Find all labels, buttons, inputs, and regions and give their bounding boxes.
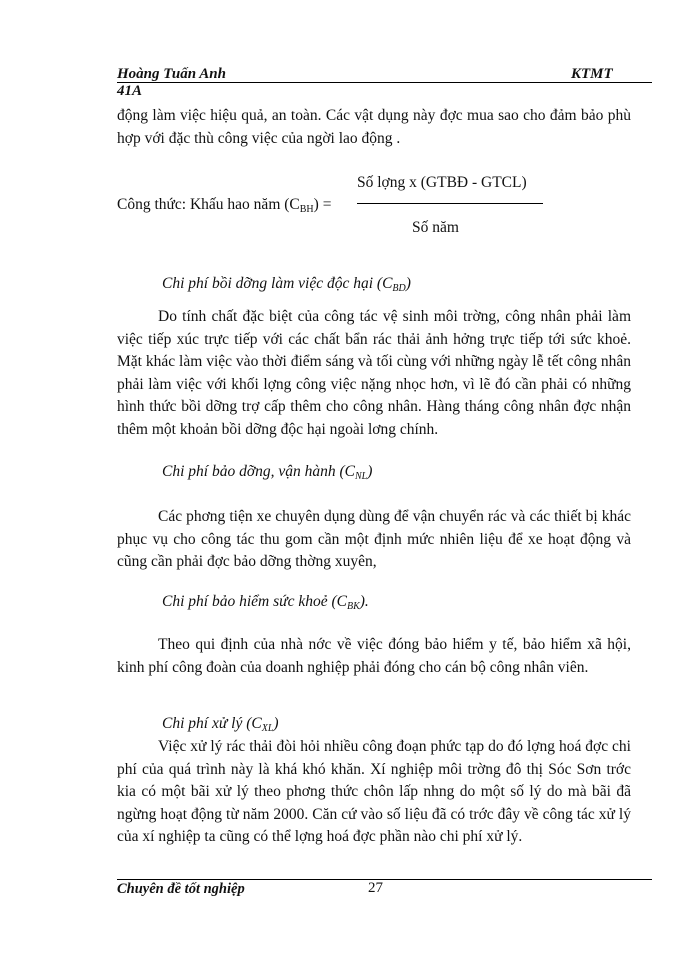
header-rule — [117, 82, 652, 83]
header-author: Hoàng Tuấn Anh — [117, 66, 226, 82]
subheading-bao-hiem-text: Chi phí bảo hiểm sức khoẻ (C — [162, 593, 347, 610]
formula-fraction-line — [357, 203, 543, 204]
header-code: KTMT — [571, 66, 613, 82]
subheading-boi-duong-text: Chi phí bồi dỡng làm việc độc hại (C — [162, 275, 393, 292]
footer-rule — [117, 879, 652, 880]
formula-label — [117, 196, 331, 215]
subheading-bao-duong-end: ) — [367, 463, 373, 480]
subheading-bao-hiem-sub: BK — [346, 601, 360, 612]
subheading-boi-duong — [162, 274, 411, 299]
footer-page-number: 27 — [368, 880, 383, 896]
formula-label-sub: BH — [299, 204, 314, 215]
paragraph-xu-ly: Việc xử lý rác thải đòi hỏi nhiều công đoạn phức tạp do đó lợng hoá đợc chi phí của quá trình này là khá khó khăn. Xí nghiệp môi trờng đô thị Sóc Sơn trớc kia có một bãi xử lý theo phơng thức chôn lấp nhng do một số lý do mà bãi đã ngừng hoạt động từ năm 2000. Căn cứ vào số liệu đã có trớc đây về công tác xử lý của xí nghiệp ta cũng có thể lợng hoá đợc phần nào chi phí xử lý. — [117, 738, 631, 845]
subheading-bao-hiem-end: ). — [359, 593, 369, 610]
formula-label-end: ) = — [313, 196, 332, 213]
subheading-boi-duong-sub: BD — [392, 283, 406, 294]
header-class: 41A — [117, 83, 143, 99]
subheading-bao-hiem — [162, 592, 369, 617]
subheading-boi-duong-end: ) — [405, 275, 411, 292]
subheading-xu-ly-end: ) — [273, 715, 279, 732]
subheading-bao-duong — [162, 462, 372, 487]
footer-title: Chuyên đề tốt nghiệp — [117, 881, 245, 897]
formula-label-text: Công thức: Khấu hao năm (C — [117, 196, 300, 213]
subheading-xu-ly-sub: XL — [261, 723, 274, 734]
paragraph-van-hanh: Các phơng tiện xe chuyên dụng dùng để vận chuyển rác và các thiết bị khác phục vụ cho công tác thu gom cần một định mức nhiên liệu để xe hoạt động và cũng cần phải đợc bảo dỡng thờng xuyên, — [117, 508, 631, 570]
paragraph-boi-duong: Do tính chất đặc biệt của công tác vệ sinh môi trờng, công nhân phải làm việc tiếp xúc trực tiếp với các chất bẩn rác thải ảnh hởng trực tiếp tới sức khoẻ. Mặt khác làm việc vào thời điểm sáng và tối cùng với những ngày lễ tết công nhân phải làm việc với khối lợng công việc nặng nhọc hơn, vì lẽ đó cần phải có những hình thức bồi dỡng trợ cấp thêm cho công nhân. Hàng tháng công nhân đợc nhận thêm một khoản bồi dỡng độc hại ngoài lơng chính. — [117, 308, 631, 438]
subheading-bao-duong-sub: NL — [354, 471, 368, 482]
formula-denominator: Số năm — [412, 219, 459, 236]
formula-numerator: Số lợng x (GTBĐ - GTCL) — [357, 174, 527, 191]
paragraph-bao-hiem: Theo qui định của nhà nớc về việc đóng bảo hiểm y tế, bảo hiểm xã hội, kinh phí công đoàn của doanh nghiệp phải đóng cho cán bộ công nhân viên. — [117, 636, 631, 676]
subheading-bao-duong-text: Chi phí bảo dỡng, vận hành (C — [162, 463, 355, 480]
paragraph-intro: động làm việc hiệu quả, an toàn. Các vật dụng này đợc mua sao cho đảm bảo phù hợp với đặc thù công việc của ngời lao động . — [117, 107, 631, 147]
subheading-xu-ly-text: Chi phí xử lý (C — [162, 715, 262, 732]
